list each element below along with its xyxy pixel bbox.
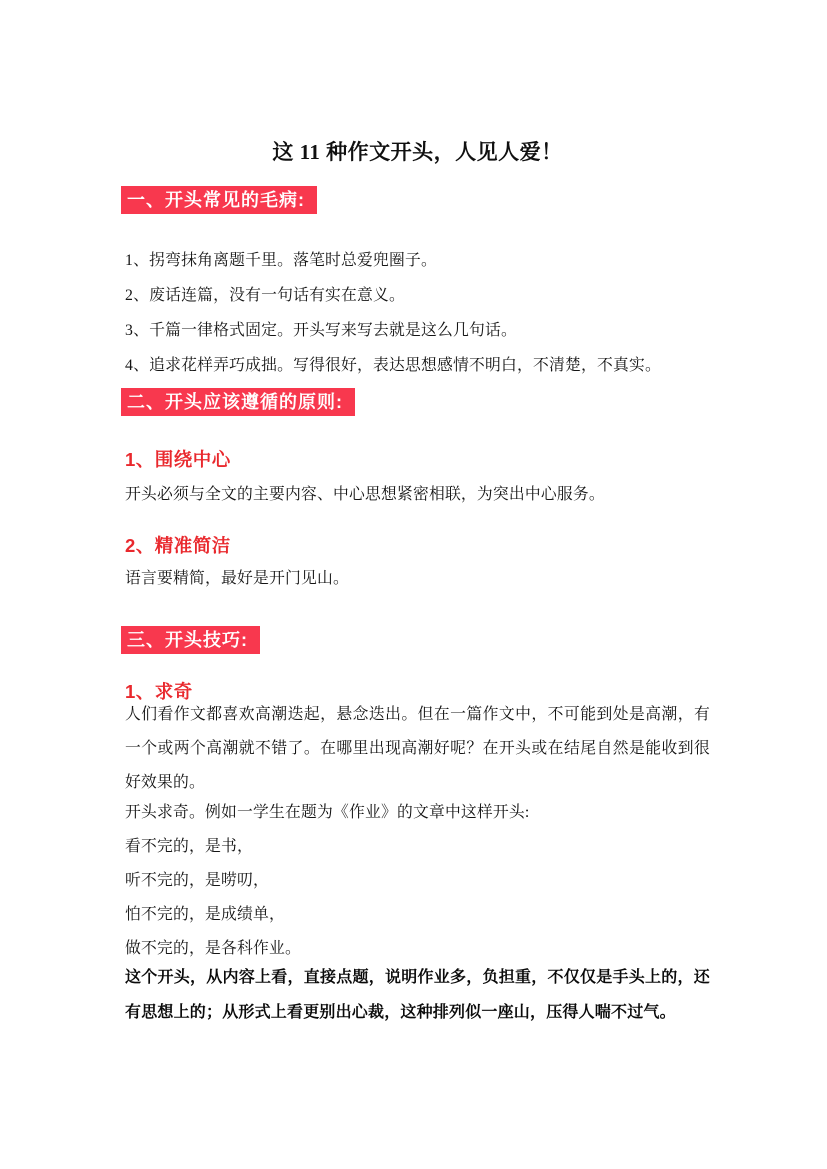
problem-item-2: 2、废话连篇，没有一句话有实在意义。 xyxy=(125,287,406,304)
example-line-4: 做不完的，是各科作业。 xyxy=(125,940,301,957)
example-line-2: 听不完的，是唠叨， xyxy=(125,872,269,889)
problem-item-3: 3、千篇一律格式固定。开头写来写去就是这么几句话。 xyxy=(125,322,518,339)
common-problems-list xyxy=(125,243,710,383)
technique-1-paragraph: 人们看作文都喜欢高潮迭起，悬念迭出。但在一篇作文中，不可能到处是高潮，有一个或两个高潮就不错了。在哪里出现高潮好呢？在开头或在结尾自然是能收到很好效果的。 xyxy=(125,706,710,791)
example-line-3: 怕不完的，是成绩单， xyxy=(125,906,285,923)
example-line-1: 看不完的，是书， xyxy=(125,838,253,855)
principle-1-heading: 1、围绕中心 xyxy=(125,449,231,470)
problem-item-4: 4、追求花样弄巧成拙。写得很好，表达思想感情不明白，不清楚，不真实。 xyxy=(125,357,661,374)
principle-1-body: 开头必须与全文的主要内容、中心思想紧密相联，为突出中心服务。 xyxy=(125,486,605,503)
principle-2-heading: 2、精准简洁 xyxy=(125,535,231,556)
banner-techniques: 三、开头技巧: xyxy=(121,626,260,654)
document-title: 这 11 种作文开头，人见人爱！ xyxy=(272,140,563,164)
banner-common-problems: 一、开头常见的毛病: xyxy=(121,186,317,214)
technique-commentary: 这个开头，从内容上看，直接点题，说明作业多，负担重，不仅仅是手头上的，还有思想上的；从形式上看更别出心裁，这种排列似一座山，压得人喘不过气。 xyxy=(125,969,710,1021)
problem-item-1: 1、拐弯抹角离题千里。落笔时总爱兜圈子。 xyxy=(125,252,438,269)
banner-principles: 二、开头应该遵循的原则: xyxy=(121,388,355,416)
principle-2-body: 语言要精简，最好是开门见山。 xyxy=(125,570,349,587)
technique-example-block xyxy=(125,796,710,966)
technique-1-heading: 1、求奇 xyxy=(125,681,193,702)
example-intro: 开头求奇。例如一学生在题为《作业》的文章中这样开头: xyxy=(125,804,530,821)
